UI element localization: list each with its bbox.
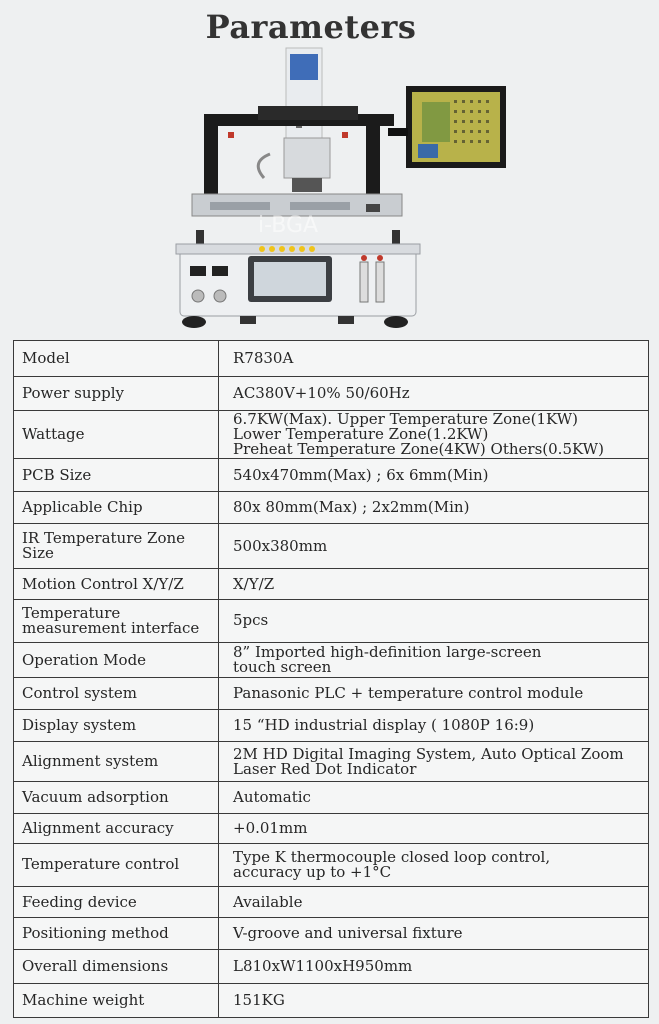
table-row [14, 411, 649, 459]
spec-value: V-groove and universal fixture [219, 918, 649, 949]
table-row [14, 459, 649, 491]
table-row [14, 918, 649, 949]
bga-rework-station-image [170, 44, 520, 334]
spec-value: 151KG [219, 984, 649, 1018]
spec-table [13, 340, 649, 1018]
spec-value: 500x380mm [219, 524, 649, 569]
table-row [14, 569, 649, 599]
table-row [14, 813, 649, 843]
spec-value: 5pcs [219, 599, 649, 642]
spec-label: Temperature measurement interface [14, 599, 219, 642]
spec-value: 540x470mm(Max) ; 6x 6mm(Min) [219, 459, 649, 491]
table-row [14, 678, 649, 709]
spec-value: 2M HD Digital Imaging System, Auto Optical Zoom Laser Red Dot Indicator [219, 742, 649, 782]
spec-label: Vacuum adsorption [14, 782, 219, 813]
spec-label: Applicable Chip [14, 491, 219, 523]
spec-value: Type K thermocouple closed loop control, accuracy up to +1°C [219, 843, 649, 886]
spec-value: Panasonic PLC + temperature control module [219, 678, 649, 709]
spec-label: Overall dimensions [14, 949, 219, 984]
table-row [14, 376, 649, 411]
spec-value: 6.7KW(Max). Upper Temperature Zone(1KW) Lower Temperature Zone(1.2KW) Preheat Temperature Zone(4KW) Others(0.5KW) [219, 411, 649, 459]
spec-label: Wattage [14, 411, 219, 459]
spec-label: Operation Mode [14, 642, 219, 678]
spec-label: Motion Control X/Y/Z [14, 569, 219, 599]
spec-value: R7830A [219, 341, 649, 377]
page-title: Parameters [205, 8, 417, 46]
spec-value: L810xW1100xH950mm [219, 949, 649, 984]
spec-label: Power supply [14, 376, 219, 411]
spec-label: Feeding device [14, 886, 219, 917]
spec-value: Available [219, 886, 649, 917]
table-row [14, 599, 649, 642]
spec-label: PCB Size [14, 459, 219, 491]
table-row [14, 524, 649, 569]
spec-value: 8” Imported high-definition large-screen touch screen [219, 642, 649, 678]
table-row [14, 843, 649, 886]
spec-value: AC380V+10% 50/60Hz [219, 376, 649, 411]
table-row [14, 949, 649, 984]
spec-label: Machine weight [14, 984, 219, 1018]
table-row [14, 341, 649, 377]
table-row [14, 491, 649, 523]
spec-label: Alignment system [14, 742, 219, 782]
spec-value: Automatic [219, 782, 649, 813]
spec-label: Temperature control [14, 843, 219, 886]
monitor-image [388, 86, 506, 168]
spec-label: IR Temperature Zone Size [14, 524, 219, 569]
table-row [14, 886, 649, 917]
table-row [14, 642, 649, 678]
spec-label: Model [14, 341, 219, 377]
table-row [14, 709, 649, 741]
table-row [14, 742, 649, 782]
spec-label: Alignment accuracy [14, 813, 219, 843]
spec-value: X/Y/Z [219, 569, 649, 599]
spec-value: +0.01mm [219, 813, 649, 843]
table-row [14, 984, 649, 1018]
spec-value: 80x 80mm(Max) ; 2x2mm(Min) [219, 491, 649, 523]
spec-label: Display system [14, 709, 219, 741]
spec-label: Control system [14, 678, 219, 709]
spec-value: 15 “HD industrial display ( 1080P 16:9) [219, 709, 649, 741]
watermark-text: i-BGA [258, 213, 319, 238]
table-row [14, 782, 649, 813]
spec-label: Positioning method [14, 918, 219, 949]
